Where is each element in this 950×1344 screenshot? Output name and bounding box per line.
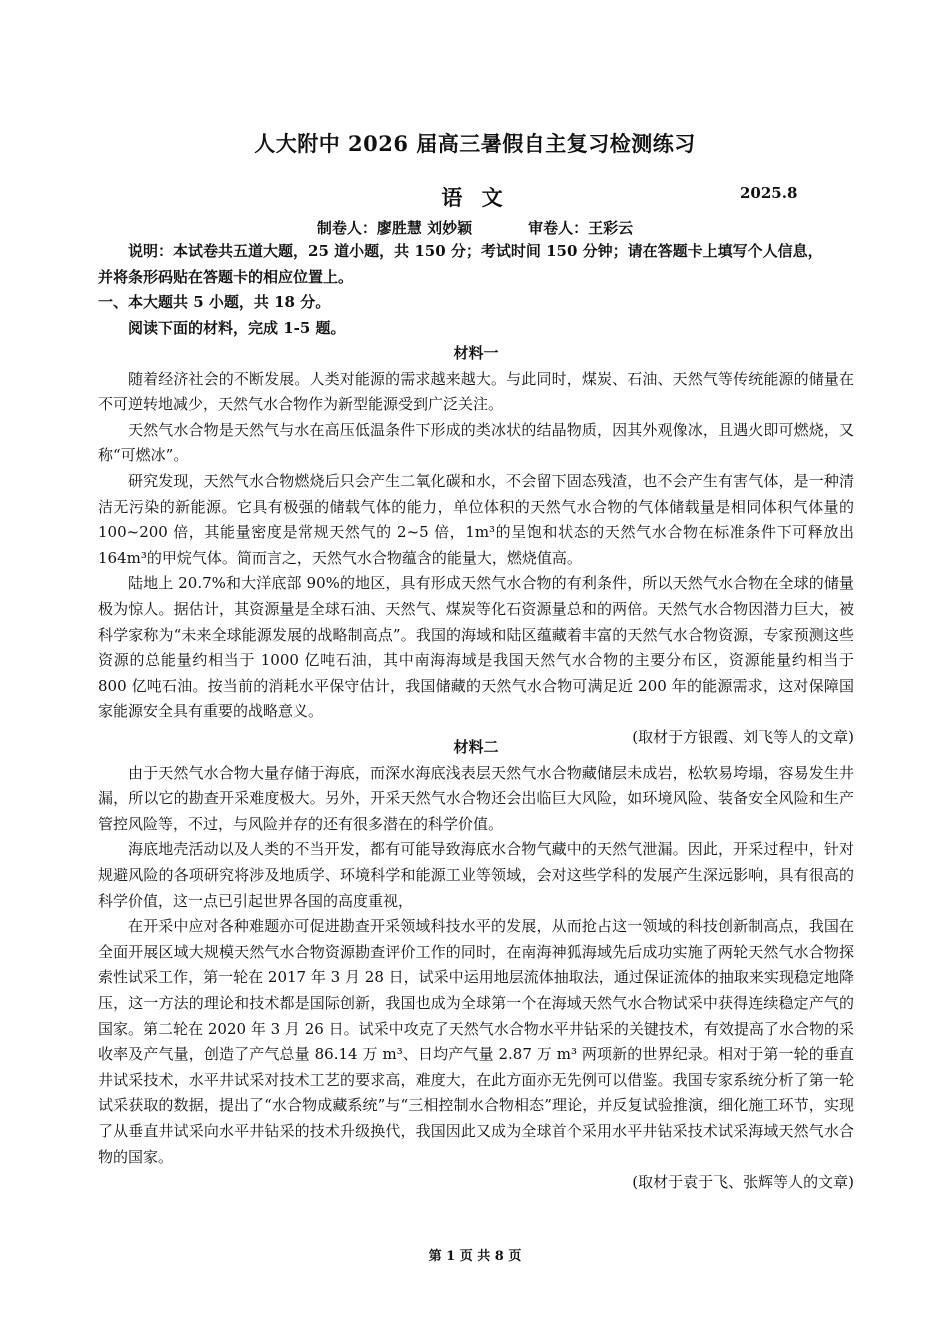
makers-label: 制卷人：廖胜慧 刘妙颖 xyxy=(316,219,473,237)
material-two-source: (取材于袁于飞、张辉等人的文章) xyxy=(632,1173,854,1192)
section-instruction: 阅读下面的材料，完成 1-5 题。 xyxy=(128,318,346,337)
author-line xyxy=(0,217,950,238)
exam-title: 人大附中 2026 届高三暑假自主复习检测练习 xyxy=(254,131,696,156)
material-two-paragraph: 由于天然气水合物大量存储于海底，而深水海底浅表层天然气水合物藏储层未成岩，松软易垮塌，容易发生井漏，所以它的勘查开采难度极大。另外，开采天然气水合物还会岀临巨大风险，如环境风险、装备安全风险和生产管控风险等，不过，与风险并存的还有很多潜在的科学价值。 xyxy=(98,763,854,833)
instructions-line-1: 说明：本试卷共五道大题，25 道小题，共 150 分；考试时间 150 分钟；请在答题卡上填写个人信息， xyxy=(128,242,823,260)
instructions-line-2: 并将条形码贴在答题卡的相应位置上。 xyxy=(98,267,354,286)
material-one-source: (取材于方银霞、刘飞等人的文章) xyxy=(632,727,854,746)
material-two xyxy=(98,735,854,1196)
subject-title: 语 文 xyxy=(441,185,509,210)
material-one-paragraph: 天然气水合物是天然气与水在高压低温条件下形成的类冰状的结晶物质，因其外观像冰，且遇火即可燃烧，又称“可燃冰”。 xyxy=(98,420,854,465)
material-one xyxy=(98,341,854,751)
material-one-paragraph: 研究发现，天然气水合物燃烧后只会产生二氧化碳和水，不会留下固态残渣，也不会产生有害气体，是一种清洁无污染的新能源。它具有极强的储载气体的能力，单位体积的天然气水合物的气体储载量是相同体积气体量的 100~200 倍，其能量密度是常规天然气的 2~5 倍，1m³的呈饱和状态的天然气水合物在标准条件下可释放出 164m³的甲烷气体。简而言之，天然气水合物蕴含的能量大，燃烧值高。 xyxy=(98,471,854,567)
exam-date: 2025.8 xyxy=(740,184,798,202)
material-two-paragraph: 海底地壳活动以及人类的不当开发，都有可能导致海底水合物气藏中的天然气泄漏。因此，开采过程中，针对规避风险的各项研究将涉及地质学、环境科学和能源工业等领域，会对这些学科的发展产生深远影响，具有很高的科学价值，这一点已引起世界各国的高度重视， xyxy=(98,840,854,910)
page-number: 第 1 页 共 8 页 xyxy=(428,1249,522,1264)
instructions-block xyxy=(98,239,854,341)
material-one-paragraph: 陆地上 20.7%和大洋底部 90%的地区，具有形成天然气水合物的有利条件，所以天然气水合物在全球的储量极为惊人。据估计，其资源量是全球石油、天然气、煤炭等化石资源量总和的两倍。天然气水合物因潜力巨大，被科学家称为“未来全球能源发展的战略制高点”。我国的海域和陆区蕴藏着丰富的天然气水合物资源，专家预测这些资源的总能量约相当于 1000 亿吨石油，其中南海海域是我国天然气水合物的主要分布区，资源能量约相当于 800 亿吨石油。按当前的消耗水平保守估计，我国储藏的天然气水合物可满足近 200 年的能源需求，这对保障国家能源安全具有重要的战略意义。 xyxy=(98,574,854,721)
material-one-paragraph: 随着经济社会的不断发展。人类对能源的需求越来越大。与此同时，煤炭、石油、天然气等传统能源的储量在不可逆转地减少，天然气水合物作为新型能源受到广泛关注。 xyxy=(98,369,854,414)
material-two-title: 材料二 xyxy=(453,738,499,756)
material-one-title: 材料一 xyxy=(453,344,499,362)
reviewer-label: 审卷人：王彩云 xyxy=(528,219,634,237)
section-heading: 一、本大题共 5 小题，共 18 分。 xyxy=(98,293,331,312)
material-two-paragraph: 在开采中应对各种难题亦可促进勘查开采领域科技水平的发展，从而抢占这一领域的科技创新制高点，我国在全面开展区域大规模天然气水合物资源勘查评价工作的同时，在南海神狐海域先后成功实施了两轮天然气水合物探索性试采工作，第一轮在 2017 年 3 月 28 日，试采中运用地层流体抽取法，通过保证流体的抽取来实现稳定地降压，这一方法的理论和技术都是国际创新，我国也成为全球第一个在海域天然气水合物试采中获得连续稳定产气的国家。第二轮在 2020 年 3 月 26 日。试采中攻克了天然气水合物水平井钻采的关键技术，有效提高了水合物的采收率及产气量，创造了产气总量 86.14 万 m³、日均产气量 2.87 万 m³ 两项新的世界纪录。相对于第一轮的垂直井试采技术，水平井试采对技术工艺的要求高，难度大，在此方面亦无先例可以借鉴。我国专家系统分析了第一轮试采获取的数据，提出了“水合物成藏系统”与“三相控制水合物相态”理论，并反复试验推演，细化施工环节，实现了从垂直井试采向水平井钻采的技术升级换代，我国因此又成为全球首个采用水平井钻采技术试采海域天然气水合物的国家。 xyxy=(98,917,854,1166)
